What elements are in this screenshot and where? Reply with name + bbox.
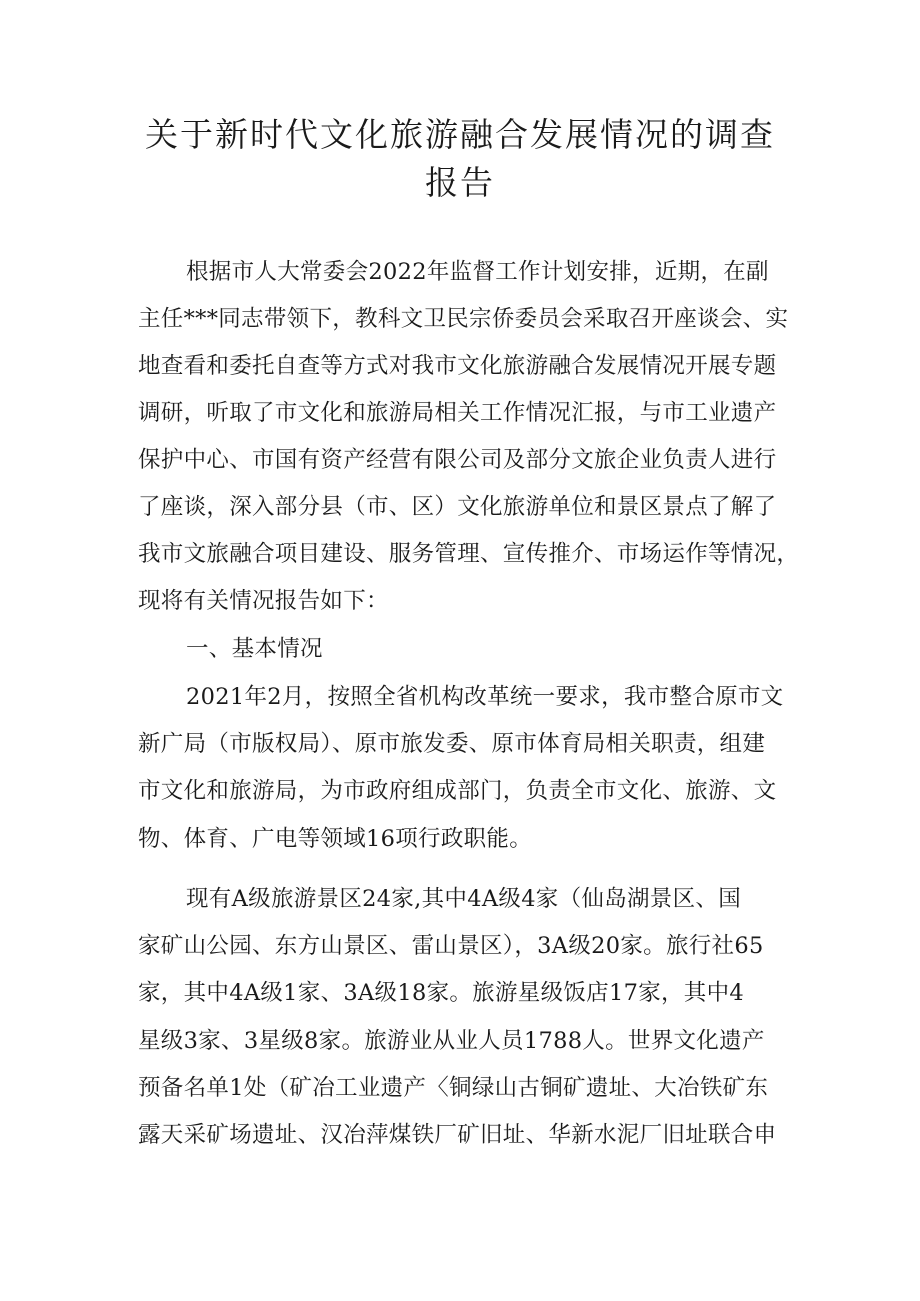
document-title-line-1: 关于新时代文化旅游融合发展情况的调查 xyxy=(145,115,775,154)
paragraph-1-line-1: 根据市人大常委会2022年监督工作计划安排，近期，在副 xyxy=(186,259,769,285)
paragraph-2-line-4: 物、体育、广电等领域16项行政职能。 xyxy=(138,826,533,852)
document-title-line-2: 报告 xyxy=(425,163,495,202)
paragraph-1-line-5: 保护中心、市国有资产经营有限公司及部分文旅企业负责人进行 xyxy=(138,447,777,473)
paragraph-3-line-4: 星级3家、3星级8家。旅游业从业人员1788人。世界文化遗产 xyxy=(138,1028,765,1054)
paragraph-1-line-8: 现将有关情况报告如下： xyxy=(138,588,389,614)
paragraph-2-line-3: 市文化和旅游局，为市政府组成部门，负责全市文化、旅游、文 xyxy=(138,778,777,804)
section-heading-basic-situation: 一、基本情况 xyxy=(186,636,323,662)
paragraph-1-line-6: 了座谈，深入部分县（市、区）文化旅游单位和景区景点了解了 xyxy=(138,494,777,520)
paragraph-3-line-5: 预备名单1处（矿冶工业遗产〈铜绿山古铜矿遗址、大冶铁矿东 xyxy=(138,1075,769,1101)
paragraph-1-line-2: 主任***同志带领下，教科文卫民宗侨委员会采取召开座谈会、实 xyxy=(138,306,789,332)
paragraph-3-line-1: 现有A级旅游景区24家,其中4A级4家（仙岛湖景区、国 xyxy=(186,886,742,912)
paragraph-3-line-3: 家，其中4A级1家、3A级18家。旅游星级饭店17家，其中4 xyxy=(138,980,745,1006)
paragraph-3-line-6: 露天采矿场遗址、汉冶萍煤铁厂矿旧址、华新水泥厂旧址联合申 xyxy=(138,1122,777,1148)
paragraph-1-line-7: 我市文旅融合项目建设、服务管理、宣传推介、市场运作等情况， xyxy=(138,541,800,567)
paragraph-2-line-1: 2021年2月，按照全省机构改革统一要求，我市整合原市文 xyxy=(186,684,784,710)
paragraph-1-line-3: 地查看和委托自查等方式对我市文化旅游融合发展情况开展专题 xyxy=(138,353,777,379)
paragraph-2-line-2: 新广局（市版权局）、原市旅发委、原市体育局相关职责，组建 xyxy=(138,731,766,757)
paragraph-1-line-4: 调研，听取了市文化和旅游局相关工作情况汇报，与市工业遗产 xyxy=(138,400,777,426)
paragraph-3-line-2: 家矿山公园、东方山景区、雷山景区），3A级20家。旅行社65 xyxy=(138,933,764,959)
